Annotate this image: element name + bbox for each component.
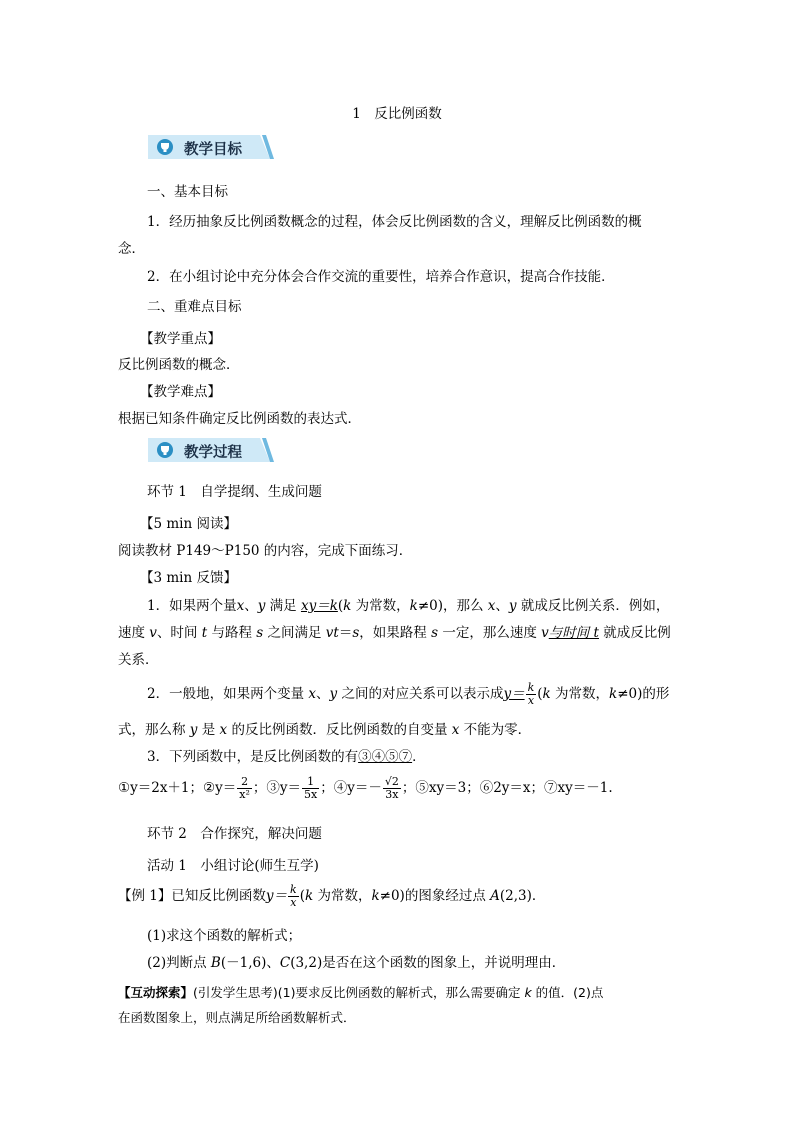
section-title: 教学目标 [184,142,242,158]
reading-text: 阅读教材 P149～P150 的内容，完成下面练习． [118,543,413,559]
step-1-title: 环节 1 自学提纲、生成问题 [147,484,322,500]
question-1-line-b: 速度 v、时间 t 与路程 s 之间满足 vt＝s，如果路程 s 一定，那么速度 v与时间 t 就成反比例 [118,625,671,641]
question-1-line-a: 1．如果两个量x、y 满足 xy＝k(k 为常数，k≠0)，那么 x、y 就成反比例关系．例如， [147,598,670,614]
answer-blank: 与时间 t [548,625,599,641]
fraction: $\frac{2}{\text{x²}}$ [239,775,250,801]
question-1-line-c: 关系． [118,652,159,668]
reading-label: 【5 min 阅读】 [140,516,237,532]
section-title: 教学过程 [184,445,242,461]
answer-blank: y＝ $\frac{k}{x}$ [503,681,535,707]
example-1: 【例 1】已知反比例函数y＝ $\frac{k}{x}$ (k 为常数，k≠0)的图象经过点 A(2,3)． [118,883,546,909]
fraction: $\frac{k}{x}$ [527,681,535,707]
goal-1-line-a: 1．经历抽象反比例函数概念的过程，体会反比例函数的含义，理解反比例函数的概 [147,214,642,230]
question-2-line-a: 2．一般地，如果两个变量 x、y 之间的对应关系可以表示成y＝ $\frac{k}{x}$ (k 为常数，k≠0)的形 [147,681,670,707]
question-3-options: ①y＝2x＋1；②y＝ $\frac{2}{\text{x²}}$ ；③y＝ $\frac{1}{5x}$ ；④y＝－ $\frac{√2}{3x}$ ；⑤xy＝3；⑥2y＝x；⑦xy＝－1. [118,775,613,801]
step-2-title: 环节 2 合作探究，解决问题 [147,826,322,842]
fraction: $\frac{1}{5x}$ [304,775,318,801]
key-label: 【教学重点】 [140,331,221,347]
section-banner-process [148,438,274,462]
fraction: $\frac{k}{x}$ [290,883,297,909]
feedback-label: 【3 min 反馈】 [140,570,237,586]
example-1-part-1: (1)求这个函数的解析式； [147,928,302,944]
activity-1-title: 活动 1 小组讨论(师生互学) [147,858,319,874]
key-text: 反比例函数的概念． [118,357,240,373]
interactive-explore-line-b: 在函数图象上，则点满足所给函数解析式． [118,1010,356,1025]
question-3: 3．下列函数中，是反比例函数的有③④⑤⑦． [147,749,426,765]
page-title: 1 反比例函数 [352,106,442,122]
goal-1-line-b: 念． [118,241,145,257]
section-banner-goals [148,135,274,159]
answer-blank: xy＝k [300,598,338,614]
difficulty-label: 【教学难点】 [140,384,221,400]
question-2-line-b: 式，那么称 y 是 x 的反比例函数．反比例函数的自变量 x 不能为零． [118,722,532,738]
heading-basic-goals: 一、基本目标 [147,184,228,200]
goal-2: 2．在小组讨论中充分体会合作交流的重要性，培养合作意识，提高合作技能． [147,269,615,285]
answer-blank: ③④⑤⑦ [358,749,413,765]
interactive-explore: 【互动探索】(引发学生思考)(1)要求反比例函数的解析式，那么需要确定 k 的值．(2)点 [118,985,604,1000]
heading-key-goals: 二、重难点目标 [147,299,242,315]
example-1-part-2: (2)判断点 B(－1,6)、C(3,2)是否在这个函数的图象上，并说明理由． [147,955,566,971]
difficulty-text: 根据已知条件确定反比例函数的表达式． [118,411,361,427]
fraction: $\frac{√2}{3x}$ [384,775,399,801]
